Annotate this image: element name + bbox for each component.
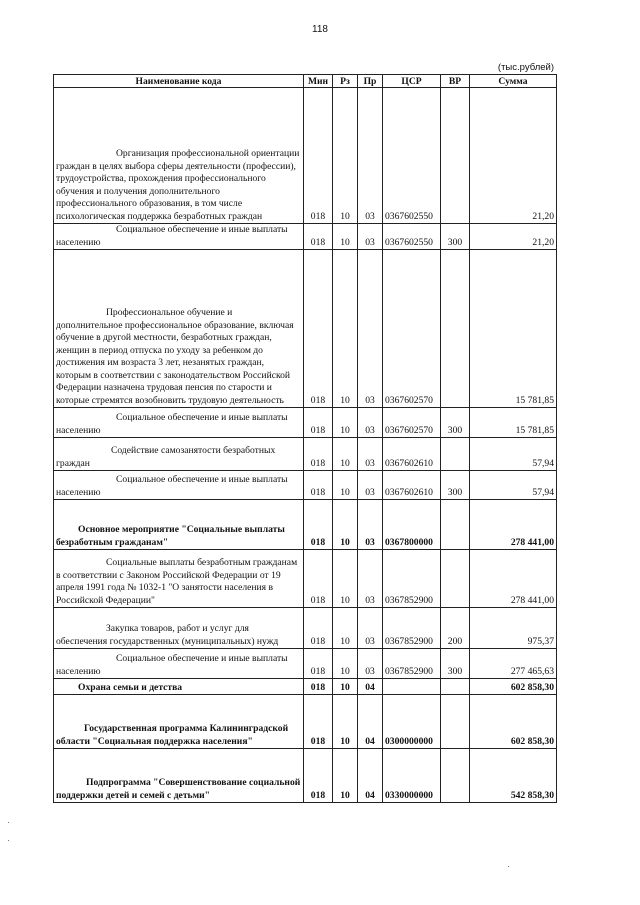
table-row (54, 471, 557, 500)
row-vr: 300 (441, 471, 470, 500)
row-rz: 10 (333, 608, 358, 649)
row-vr: 200 (441, 608, 470, 649)
row-name: Социальное обеспечение и иные выплаты населению (54, 649, 304, 679)
table-row (54, 438, 557, 471)
header-pr: Пр (358, 75, 383, 88)
row-vr (441, 438, 470, 471)
row-name: Закупка товаров, работ и услуг для обеспечения государственных (муниципальных) нужд (54, 608, 304, 649)
units-label: (тыс.рублей) (497, 62, 554, 73)
row-vr (441, 88, 470, 224)
row-rz: 10 (333, 224, 358, 250)
scan-mark (8, 840, 9, 841)
header-csr: ЦСР (383, 75, 441, 88)
row-pr: 03 (358, 250, 383, 408)
row-rz: 10 (333, 250, 358, 408)
row-pr: 03 (358, 438, 383, 471)
row-pr: 03 (358, 608, 383, 649)
row-sum: 277 465,63 (470, 649, 557, 679)
row-name: Социальное обеспечение и иные выплаты населению (54, 224, 304, 250)
row-sum: 602 858,30 (470, 695, 557, 749)
row-min: 018 (304, 608, 333, 649)
row-min: 018 (304, 250, 333, 408)
row-min: 018 (304, 679, 333, 695)
table-row (54, 608, 557, 649)
row-sum: 975,37 (470, 608, 557, 649)
row-vr (441, 679, 470, 695)
row-vr: 300 (441, 224, 470, 250)
row-name: Социальное обеспечение и иные выплаты населению (54, 408, 304, 438)
row-rz: 10 (333, 438, 358, 471)
row-pr: 04 (358, 679, 383, 695)
row-vr (441, 550, 470, 608)
row-rz: 10 (333, 408, 358, 438)
row-name: Социальные выплаты безработным гражданам в соответствии с Законом Российской Федерации от 19 апреля 1991 года № 1032-1 "О занятости населения в Российской Федерации" (54, 550, 304, 608)
header-rz: Рз (333, 75, 358, 88)
table-row (54, 408, 557, 438)
header-name: Наименование кода (54, 75, 304, 88)
row-pr: 03 (358, 224, 383, 250)
row-sum: 278 441,00 (470, 550, 557, 608)
row-sum: 542 858,30 (470, 749, 557, 803)
row-min: 018 (304, 224, 333, 250)
row-pr: 03 (358, 649, 383, 679)
row-vr (441, 749, 470, 803)
row-pr: 03 (358, 88, 383, 224)
row-min: 018 (304, 550, 333, 608)
row-sum: 21,20 (470, 224, 557, 250)
row-rz: 10 (333, 88, 358, 224)
row-min: 018 (304, 695, 333, 749)
table-header-row (54, 75, 557, 88)
row-sum: 21,20 (470, 88, 557, 224)
table-row (54, 649, 557, 679)
table-row (54, 250, 557, 408)
row-vr (441, 250, 470, 408)
row-sum: 278 441,00 (470, 500, 557, 550)
row-vr (441, 500, 470, 550)
row-csr (383, 679, 441, 695)
row-min: 018 (304, 88, 333, 224)
row-csr: 0367602550 (383, 88, 441, 224)
row-min: 018 (304, 471, 333, 500)
row-csr: 0367602550 (383, 224, 441, 250)
row-name: Подпрограмма "Совершенствование социальной поддержки детей и семей с детьми" (54, 749, 304, 803)
scan-mark (8, 822, 9, 823)
row-rz: 10 (333, 550, 358, 608)
row-sum: 602 858,30 (470, 679, 557, 695)
row-sum: 57,94 (470, 471, 557, 500)
row-vr: 300 (441, 649, 470, 679)
row-min: 018 (304, 649, 333, 679)
row-min: 018 (304, 749, 333, 803)
table-row (54, 224, 557, 250)
row-name: Социальное обеспечение и иные выплаты населению (54, 471, 304, 500)
table-row (54, 550, 557, 608)
row-rz: 10 (333, 695, 358, 749)
row-pr: 03 (358, 408, 383, 438)
row-vr: 300 (441, 408, 470, 438)
table-row (54, 749, 557, 803)
row-csr: 0330000000 (383, 749, 441, 803)
budget-table (53, 74, 557, 803)
row-rz: 10 (333, 749, 358, 803)
row-csr: 0367602610 (383, 438, 441, 471)
row-min: 018 (304, 438, 333, 471)
row-rz: 10 (333, 471, 358, 500)
table-row (54, 500, 557, 550)
row-name: Охрана семьи и детства (54, 679, 304, 695)
row-name: Содействие самозанятости безработных граждан (54, 438, 304, 471)
row-sum: 57,94 (470, 438, 557, 471)
table-row (54, 88, 557, 224)
row-csr: 0300000000 (383, 695, 441, 749)
table-row (54, 679, 557, 695)
row-vr (441, 695, 470, 749)
row-pr: 03 (358, 471, 383, 500)
row-csr: 0367852900 (383, 550, 441, 608)
row-min: 018 (304, 500, 333, 550)
row-csr: 0367602610 (383, 471, 441, 500)
row-rz: 10 (333, 500, 358, 550)
row-csr: 0367602570 (383, 250, 441, 408)
row-min: 018 (304, 408, 333, 438)
page-number: 118 (312, 24, 328, 35)
row-sum: 15 781,85 (470, 408, 557, 438)
row-csr: 0367852900 (383, 608, 441, 649)
row-pr: 04 (358, 695, 383, 749)
row-csr: 0367852900 (383, 649, 441, 679)
row-name: Государственная программа Калининградской области "Социальная поддержка населения" (54, 695, 304, 749)
row-name: Основное мероприятие "Социальные выплаты безработным гражданам" (54, 500, 304, 550)
row-pr: 04 (358, 749, 383, 803)
row-name: Организация профессиональной ориентации граждан в целях выбора сферы деятельности (профессии), трудоустройства, прохождения профессионального обучения и получения дополнительного профессионального образования, в том числе психологическая поддержка безработных граждан (54, 88, 304, 224)
row-rz: 10 (333, 679, 358, 695)
row-pr: 03 (358, 550, 383, 608)
header-sum: Сумма (470, 75, 557, 88)
row-sum: 15 781,85 (470, 250, 557, 408)
header-vr: ВР (441, 75, 470, 88)
row-name: Профессиональное обучение и дополнительное профессиональное образование, включая обучение в другой местности, безработных граждан, женщин в период отпуска по уходу за ребенком до достижения им возраста 3 лет, незанятых граждан, которым в соответствии с законодательством Российской Федерации назначена трудовая пенсия по старости и которые стремятся возобновить трудовую деятельность (54, 250, 304, 408)
header-min: Мин (304, 75, 333, 88)
scan-mark (508, 866, 509, 867)
row-pr: 03 (358, 500, 383, 550)
table-row (54, 695, 557, 749)
row-csr: 0367602570 (383, 408, 441, 438)
row-csr: 0367800000 (383, 500, 441, 550)
row-rz: 10 (333, 649, 358, 679)
